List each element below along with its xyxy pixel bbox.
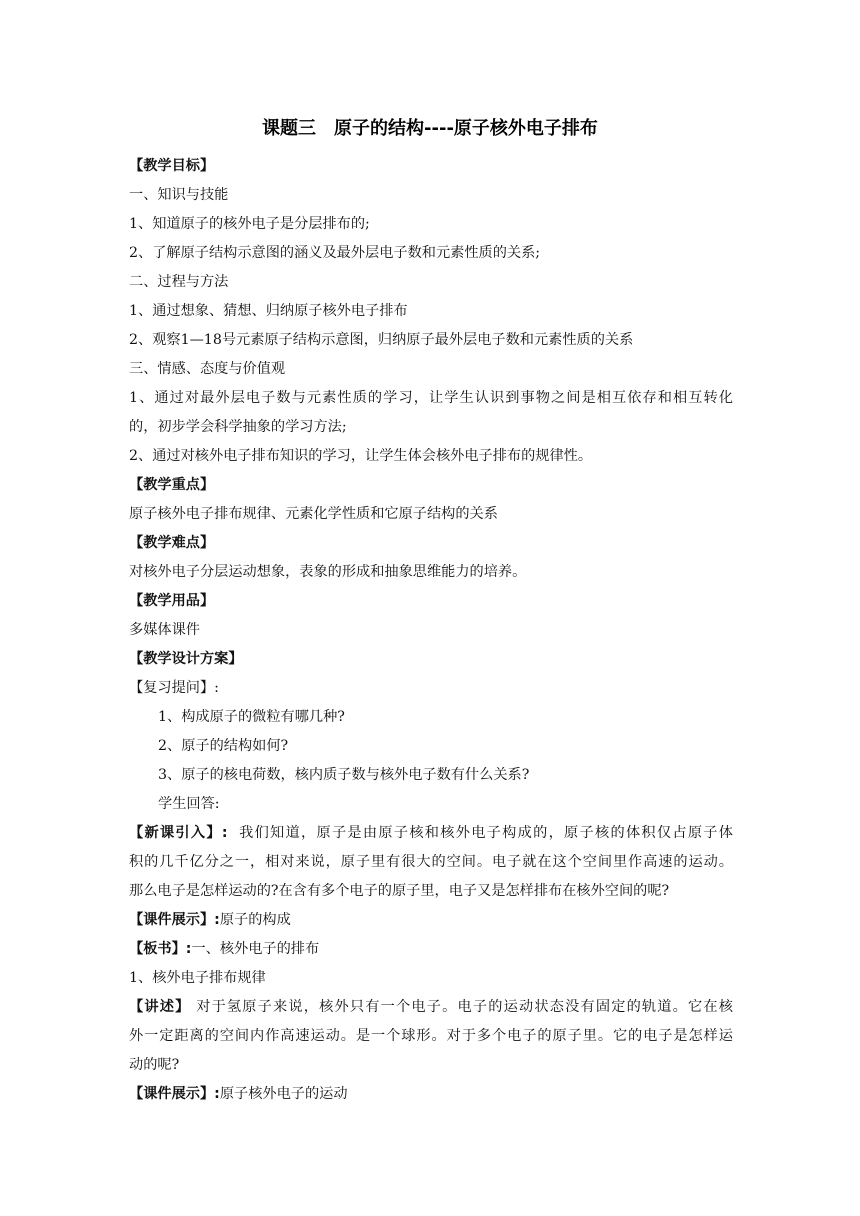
difficulties-text: 对核外电子分层运动想象，表象的形成和抽象思维能力的培养。 [129, 564, 527, 580]
key-points-text: 原子核外电子排布规律、元素化学性质和它原子结构的关系 [129, 506, 498, 522]
objective-item: 1、知道原子的核外电子是分层排布的; [129, 216, 370, 232]
review-questions-label: 【复习提问】: [129, 680, 219, 696]
courseware-label: 【课件展示】: [129, 1086, 220, 1102]
materials-text: 多媒体课件 [129, 622, 200, 638]
review-question-item: 3、原子的核电荷数，核内质子数与核外电子数有什么关系? [158, 767, 530, 783]
board-writing-line [129, 935, 733, 964]
section-heading-objectives: 【教学目标】 [129, 158, 215, 174]
lecture-label: 【讲述】 [129, 999, 191, 1015]
objective-item: 2、通过对核外电子排布知识的学习，让学生体会核外电子排布的规律性。 [129, 448, 593, 464]
paragraph-continued: 积的几千亿分之一，相对来说，原子里有很大的空间。电子就在这个空间里作高速的运动。 [129, 854, 733, 870]
review-question-item: 1、构成原子的微粒有哪几种? [158, 709, 345, 725]
student-answer-label: 学生回答: [158, 796, 220, 812]
new-lesson-paragraph [129, 819, 733, 848]
lecture-text: 对于氢原子来说，核外只有一个电子。电子的运动状态没有固定的轨道。它在核 [196, 999, 733, 1015]
section-heading-key-points: 【教学重点】 [129, 477, 215, 493]
courseware-label: 【课件展示】: [129, 912, 220, 928]
subheading-process-methods: 二、过程与方法 [129, 274, 229, 290]
page-title: 课题三 原子的结构----原子核外电子排布 [262, 118, 598, 139]
subheading-knowledge-skills: 一、知识与技能 [129, 187, 229, 203]
section-heading-difficulties: 【教学难点】 [129, 535, 215, 551]
objective-item-continued: 的，初步学会科学抽象的学习方法; [129, 419, 347, 435]
review-question-item: 2、原子的结构如何? [158, 738, 289, 754]
objective-item: 1、通过想象、猜想、归纳原子核外电子排布 [129, 303, 408, 319]
paragraph-continued: 动的呢? [129, 1057, 180, 1073]
objective-item: 2、了解原子结构示意图的涵义及最外层电子数和元素性质的关系; [129, 245, 541, 261]
courseware-text: 原子核外电子的运动 [219, 1086, 348, 1102]
objective-item: 1、通过对最外层电子数与元素性质的学习，让学生认识到事物之间是相互依存和相互转化 [129, 390, 733, 406]
new-lesson-text: 我们知道，原子是由原子核和核外电子构成的，原子核的体积仅占原子体 [239, 825, 733, 841]
board-label: 【板书】: [129, 941, 192, 957]
objective-item: 2、观察1—18号元素原子结构示意图，归纳原子最外层电子数和元素性质的关系 [129, 332, 634, 348]
subheading-emotion-values: 三、情感、态度与价值观 [129, 361, 286, 377]
paragraph-continued: 外一定距离的空间内作高速运动。是一个球形。对于多个电子的原子里。它的电子是怎样运 [129, 1028, 733, 1044]
section-heading-materials: 【教学用品】 [129, 593, 215, 609]
courseware-display-line [129, 1080, 733, 1109]
courseware-text: 原子的构成 [219, 912, 291, 928]
rule-heading: 1、核外电子排布规律 [129, 970, 266, 986]
board-text: 一、核外电子的排布 [191, 941, 320, 957]
new-lesson-label: 【新课引入】: [129, 825, 228, 841]
paragraph-continued: 那么电子是怎样运动的?在含有多个电子的原子里，电子又是怎样排布在核外空间的呢? [129, 883, 670, 899]
section-heading-design-plan: 【教学设计方案】 [129, 651, 243, 667]
courseware-display-line [129, 906, 733, 935]
document-body [129, 152, 733, 1109]
lecture-paragraph [129, 993, 733, 1022]
